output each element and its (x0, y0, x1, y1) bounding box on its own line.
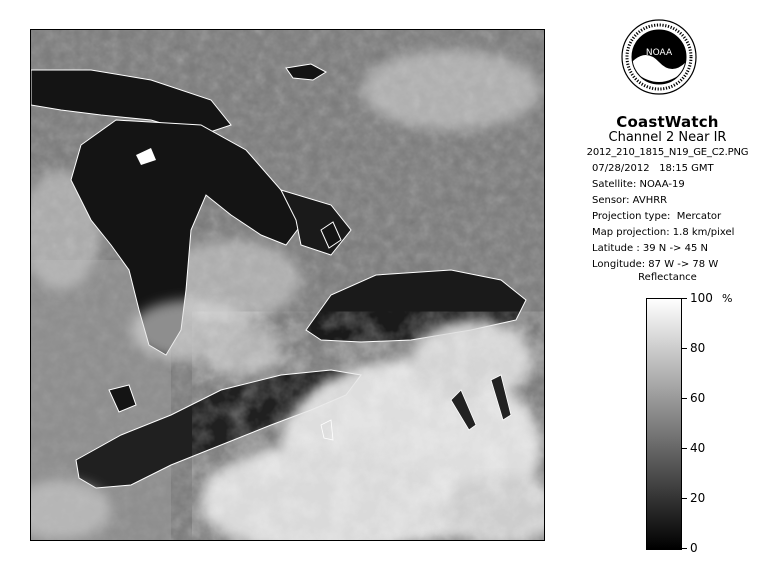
date-time (592, 163, 714, 174)
projection-type-label: Projection type: Mercator (592, 211, 722, 222)
logo-text: NOAA (645, 48, 673, 58)
map-image (31, 30, 545, 541)
satellite-label: Satellite: NOAA-19 (592, 179, 685, 190)
colorbar-tick-label: 100 (690, 291, 713, 305)
colorbar-tick (682, 498, 687, 499)
reflectance-colorbar (646, 298, 682, 550)
colorbar-tick-label: 20 (690, 491, 706, 505)
colorbar-tick-label: 0 (690, 541, 698, 555)
colorbar-tick (682, 398, 687, 399)
sensor-label: Sensor: AVHRR (592, 195, 668, 206)
latitude-label: Latitude : 39 N -> 45 N (592, 243, 708, 254)
channel-label: Channel 2 Near IR (608, 130, 727, 145)
longitude-label: Longitude: 87 W -> 78 W (592, 259, 719, 270)
colorbar-tick-label: 40 (690, 441, 706, 455)
app-title: CoastWatch (616, 113, 719, 131)
file-name: 2012_210_1815_N19_GE_C2.PNG (586, 147, 749, 158)
colorbar-unit: % (722, 292, 733, 305)
colorbar-tick (682, 448, 687, 449)
colorbar-tick-label: 60 (690, 391, 706, 405)
noaa-logo (620, 18, 698, 96)
satellite-map[interactable] (30, 29, 545, 541)
time-value: 18:15 GMT (659, 163, 714, 174)
colorbar-tick (682, 298, 687, 299)
date-value: 07/28/2012 (592, 163, 650, 174)
map-projection-label: Map projection: 1.8 km/pixel (592, 227, 735, 238)
colorbar-tick (682, 348, 687, 349)
colorbar-tick-label: 80 (690, 341, 706, 355)
colorbar-title: Reflectance (638, 272, 697, 283)
colorbar-tick (682, 548, 687, 549)
